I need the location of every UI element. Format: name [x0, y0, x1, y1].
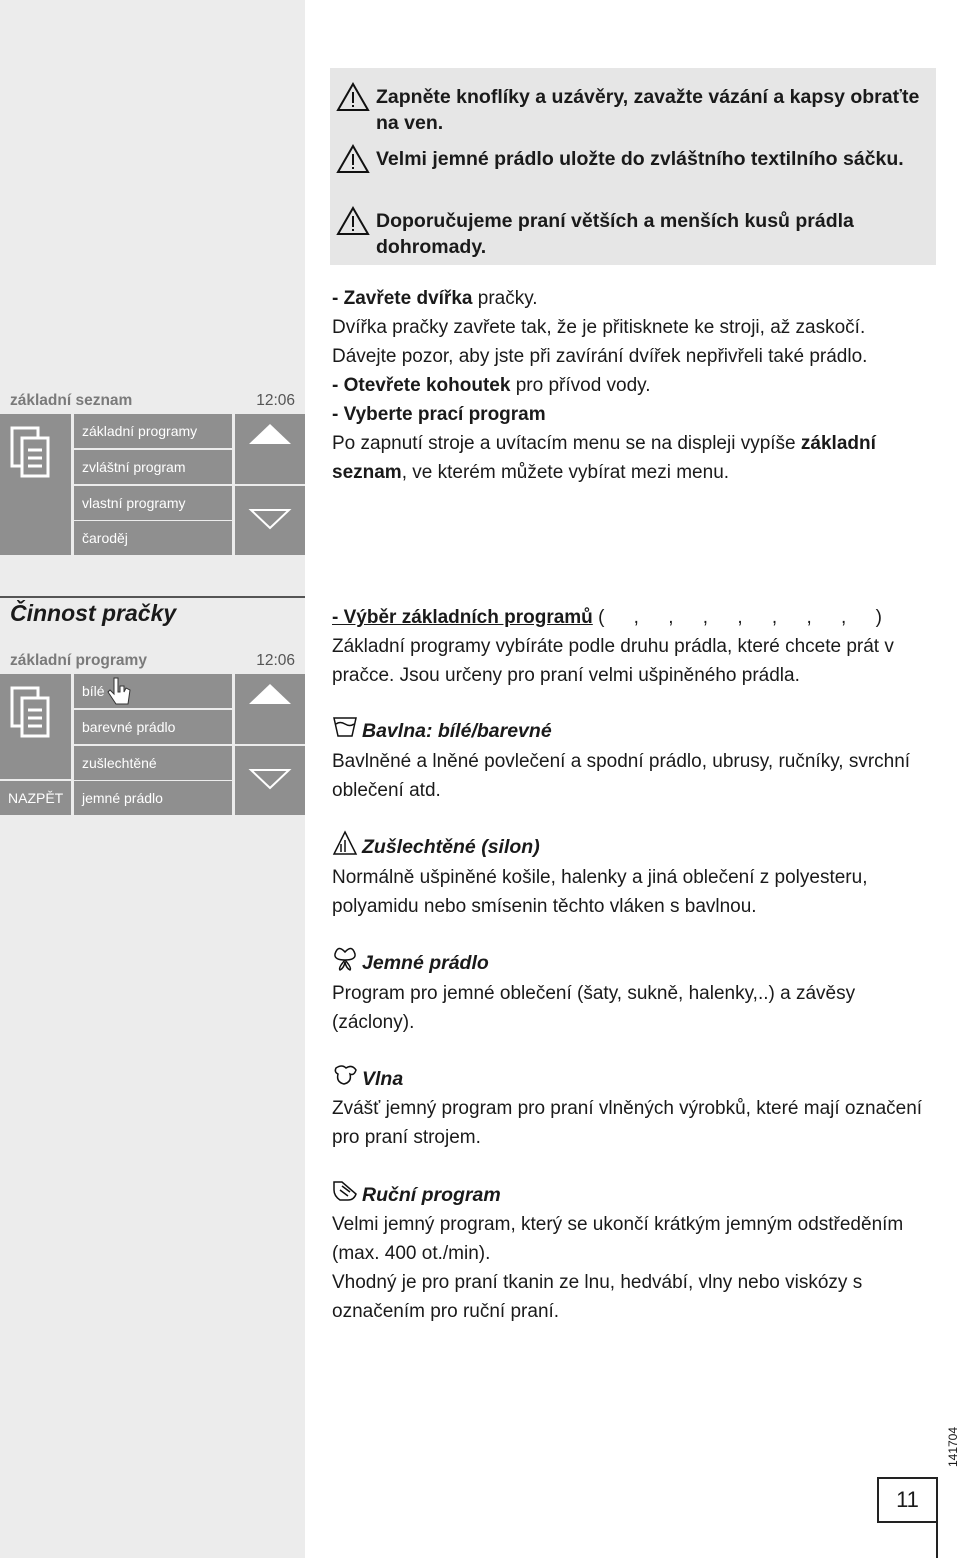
program-text-handwash-2: Vhodný je pro praní tkanin ze lnu, hedvábí, vlny nebo viskózy s označením pro ruční praní. — [332, 1272, 863, 1322]
step-tap-bold: - Otevřete kohoutek — [332, 375, 511, 396]
list-icon-cell — [0, 674, 71, 779]
back-button[interactable]: NAZPĚT — [0, 781, 71, 815]
display-basic-programs — [0, 652, 305, 817]
menu-item-special-program[interactable]: zvláštní program — [74, 450, 232, 484]
arrow-down-icon — [235, 486, 305, 555]
document-number: 141704 — [946, 1426, 960, 1468]
arrow-up-icon — [235, 674, 305, 744]
display-time: 12:06 — [256, 652, 295, 669]
warning-item: Zapněte knoflíky a uzávěry, zavažte vázání a kapsy obraťte na ven. — [336, 84, 926, 136]
display-title: základní programy — [10, 652, 147, 669]
warning-icon — [336, 82, 370, 112]
warning-icon — [336, 144, 370, 174]
select-text: Po zapnutí stroje a uvítacím menu se na displeji vypíše základní seznam, ve kterém můžete vybírat mezi menu. — [332, 433, 876, 483]
program-heading-cotton: Bavlna: bílé/barevné — [332, 720, 552, 743]
warning-icon — [336, 206, 370, 236]
select-programs-text: Základní programy vybíráte podle druhu prádla, které chcete prát v pračce. Jsou určeny pro praní velmi ušpiněného prádla. — [332, 636, 894, 686]
program-text-cotton: Bavlněné a lněné povlečení a spodní prádlo, ubrusy, ručníky, svrchní oblečení atd. — [332, 751, 911, 801]
door-text-1: Dvířka pračky zavřete tak, že je přitisknete ke stroji, až zaskočí. — [332, 317, 866, 338]
step-close-door-bold: - Zavřete dvířka — [332, 288, 473, 309]
synthetic-icon — [332, 830, 358, 856]
program-colored[interactable]: barevné prádlo — [74, 710, 232, 744]
handwash-icon — [332, 1178, 358, 1204]
page-rule — [936, 1520, 938, 1558]
arrow-down-icon — [235, 746, 305, 815]
hand-pointer-icon — [104, 674, 134, 708]
cotton-icon — [332, 714, 358, 740]
display-time: 12:06 — [256, 392, 295, 409]
warning-item: Velmi jemné prádlo uložte do zvláštního textilního sáčku. — [336, 146, 926, 172]
step-tap-rest: pro přívod vody. — [510, 375, 651, 396]
scroll-up-button[interactable] — [235, 674, 305, 744]
step-tap — [332, 371, 942, 400]
program-text-synthetic: Normálně ušpiněné košile, halenky a jiná oblečení z polyesteru, polyamidu nebo smísenin těchto vláken s bavlnou. — [332, 867, 868, 917]
program-text-delicate: Program pro jemné oblečení (šaty, sukně, halenky,..) a závěsy (záclony). — [332, 983, 856, 1033]
section-title: Činnost pračky — [10, 600, 177, 626]
empty-cell — [0, 521, 71, 555]
menu-item-basic-programs[interactable]: základní programy — [74, 414, 232, 448]
program-white[interactable]: bílé — [74, 674, 232, 708]
scroll-down-button[interactable] — [235, 486, 305, 555]
page-number: 11 — [877, 1477, 938, 1523]
menu-item-own-programs[interactable]: vlastní programy — [74, 486, 232, 520]
program-synthetic[interactable]: zušlechtěné — [74, 746, 232, 780]
program-heading-wool: Vlna — [332, 1068, 403, 1091]
warning-item: Doporučujeme praní větších a menších kusů prádla dohromady. — [336, 208, 926, 260]
program-heading-delicate: Jemné prádlo — [332, 952, 489, 975]
scroll-down-button[interactable] — [235, 746, 305, 815]
program-heading-handwash: Ruční program — [332, 1184, 501, 1207]
step-select: - Vyberte prací program — [332, 404, 546, 425]
section-rule — [0, 596, 305, 598]
display-title: základní seznam — [10, 392, 133, 409]
door-text-2: Dávejte pozor, aby jste při zavírání dvířek nepřivřeli také prádlo. — [332, 346, 868, 367]
delicate-icon — [332, 946, 358, 972]
program-heading-synthetic: Zušlechtěné (silon) — [332, 836, 540, 859]
scroll-up-button[interactable] — [235, 414, 305, 484]
step-close-door-rest: pračky. — [472, 288, 538, 309]
program-text-handwash: Velmi jemný program, který se ukončí krátkým jemným odstředěním (max. 400 ot./min). — [332, 1214, 904, 1264]
list-icon — [0, 674, 71, 779]
program-delicate[interactable]: jemné prádlo — [74, 781, 232, 815]
wool-icon — [332, 1062, 358, 1088]
menu-item-wizard[interactable]: čaroděj — [74, 521, 232, 555]
display-basic-list — [0, 392, 305, 557]
step-close-door — [332, 284, 942, 313]
select-programs-heading: - Výběr základních programů ( , , , , , , , ) — [332, 607, 894, 628]
program-text-wool: Zvášť jemný program pro praní vlněných výrobků, které mají označení pro praní strojem. — [332, 1098, 923, 1148]
arrow-up-icon — [235, 414, 305, 484]
